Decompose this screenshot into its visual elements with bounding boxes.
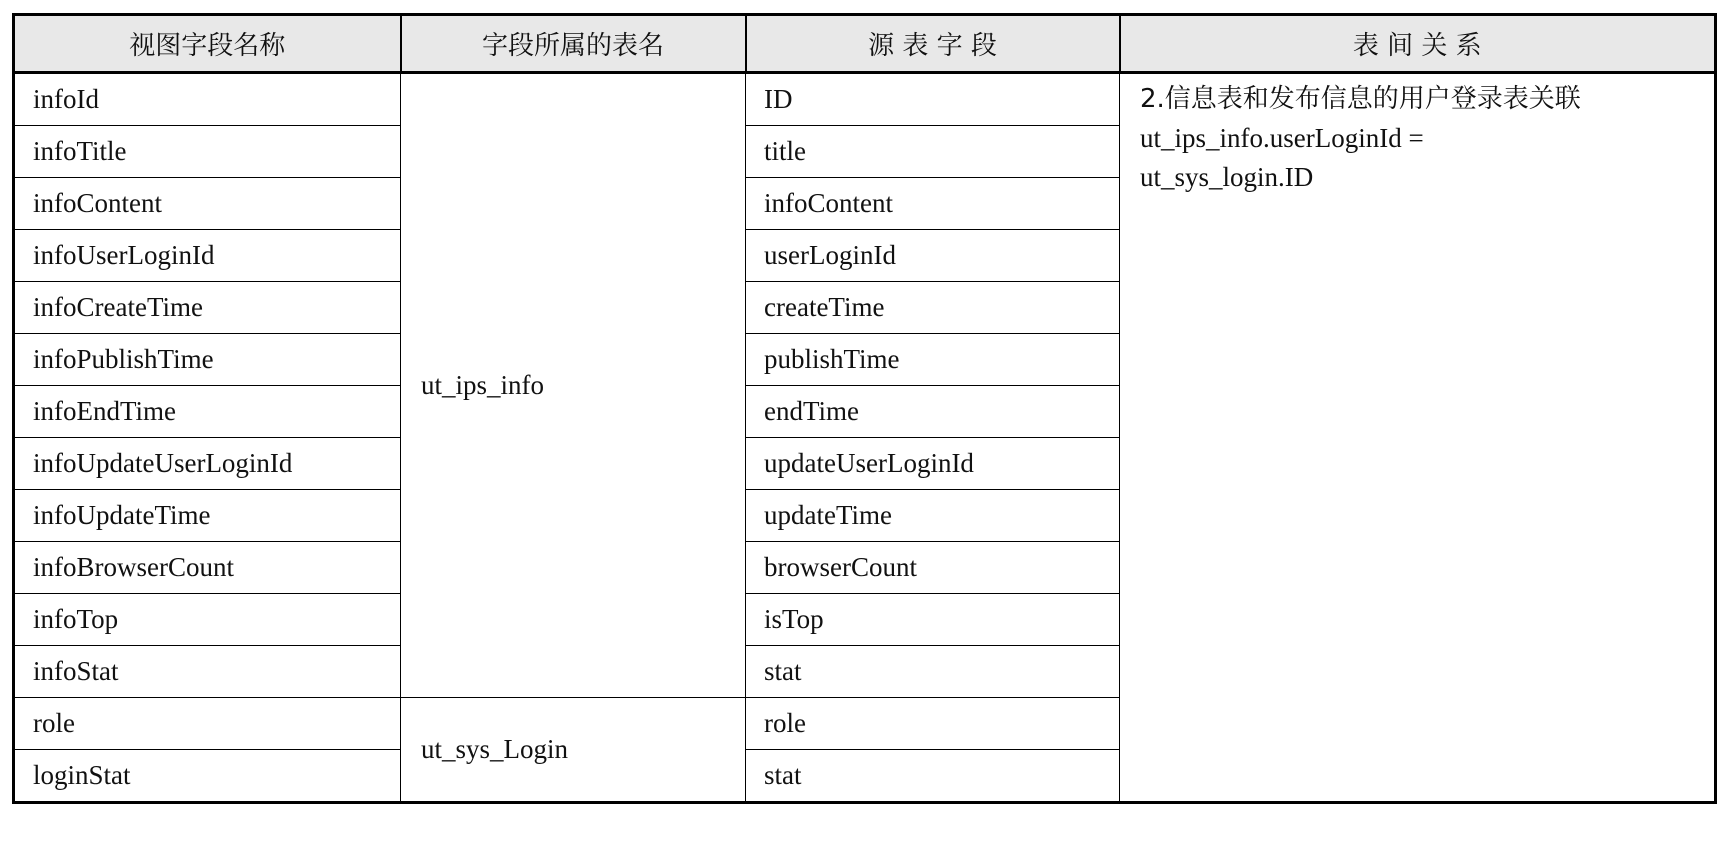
source-field-cell: role — [746, 698, 1120, 750]
header-table-name: 字段所属的表名 — [401, 15, 746, 73]
table-row — [14, 73, 1716, 126]
view-field-cell: infoCreateTime — [14, 282, 401, 334]
view-field-cell: infoStat — [14, 646, 401, 698]
view-field-cell: infoPublishTime — [14, 334, 401, 386]
view-field-cell: infoTitle — [14, 126, 401, 178]
source-field-cell: createTime — [746, 282, 1120, 334]
relation-title: 2.信息表和发布信息的用户登录表关联 — [1140, 84, 1581, 114]
source-field-cell: updateTime — [746, 490, 1120, 542]
table-name-cell-info: ut_ips_info — [401, 73, 746, 698]
view-field-table — [12, 13, 1717, 804]
table-name-cell-login: ut_sys_Login — [401, 698, 746, 803]
view-field-cell: infoId — [14, 73, 401, 126]
source-field-cell: updateUserLoginId — [746, 438, 1120, 490]
relation-expression-line1: ut_ips_info.userLoginId = — [1140, 123, 1424, 153]
view-field-cell: role — [14, 698, 401, 750]
source-field-cell: isTop — [746, 594, 1120, 646]
source-field-cell: infoContent — [746, 178, 1120, 230]
view-field-cell: infoUserLoginId — [14, 230, 401, 282]
source-field-cell: userLoginId — [746, 230, 1120, 282]
view-field-cell: infoTop — [14, 594, 401, 646]
relation-expression-line2: ut_sys_login.ID — [1140, 162, 1314, 192]
header-view-field: 视图字段名称 — [14, 15, 401, 73]
header-row — [14, 15, 1716, 73]
view-field-cell: infoEndTime — [14, 386, 401, 438]
source-field-cell: title — [746, 126, 1120, 178]
view-field-cell: infoContent — [14, 178, 401, 230]
source-field-cell: browserCount — [746, 542, 1120, 594]
source-field-cell: stat — [746, 750, 1120, 803]
source-field-cell: endTime — [746, 386, 1120, 438]
header-source-field: 源 表 字 段 — [746, 15, 1120, 73]
view-field-cell: infoUpdateTime — [14, 490, 401, 542]
source-field-cell: stat — [746, 646, 1120, 698]
view-field-cell: infoBrowserCount — [14, 542, 401, 594]
source-field-cell: ID — [746, 73, 1120, 126]
view-field-cell: loginStat — [14, 750, 401, 803]
source-field-cell: publishTime — [746, 334, 1120, 386]
view-field-cell: infoUpdateUserLoginId — [14, 438, 401, 490]
relation-cell — [1120, 73, 1716, 803]
header-relation: 表 间 关 系 — [1120, 15, 1716, 73]
